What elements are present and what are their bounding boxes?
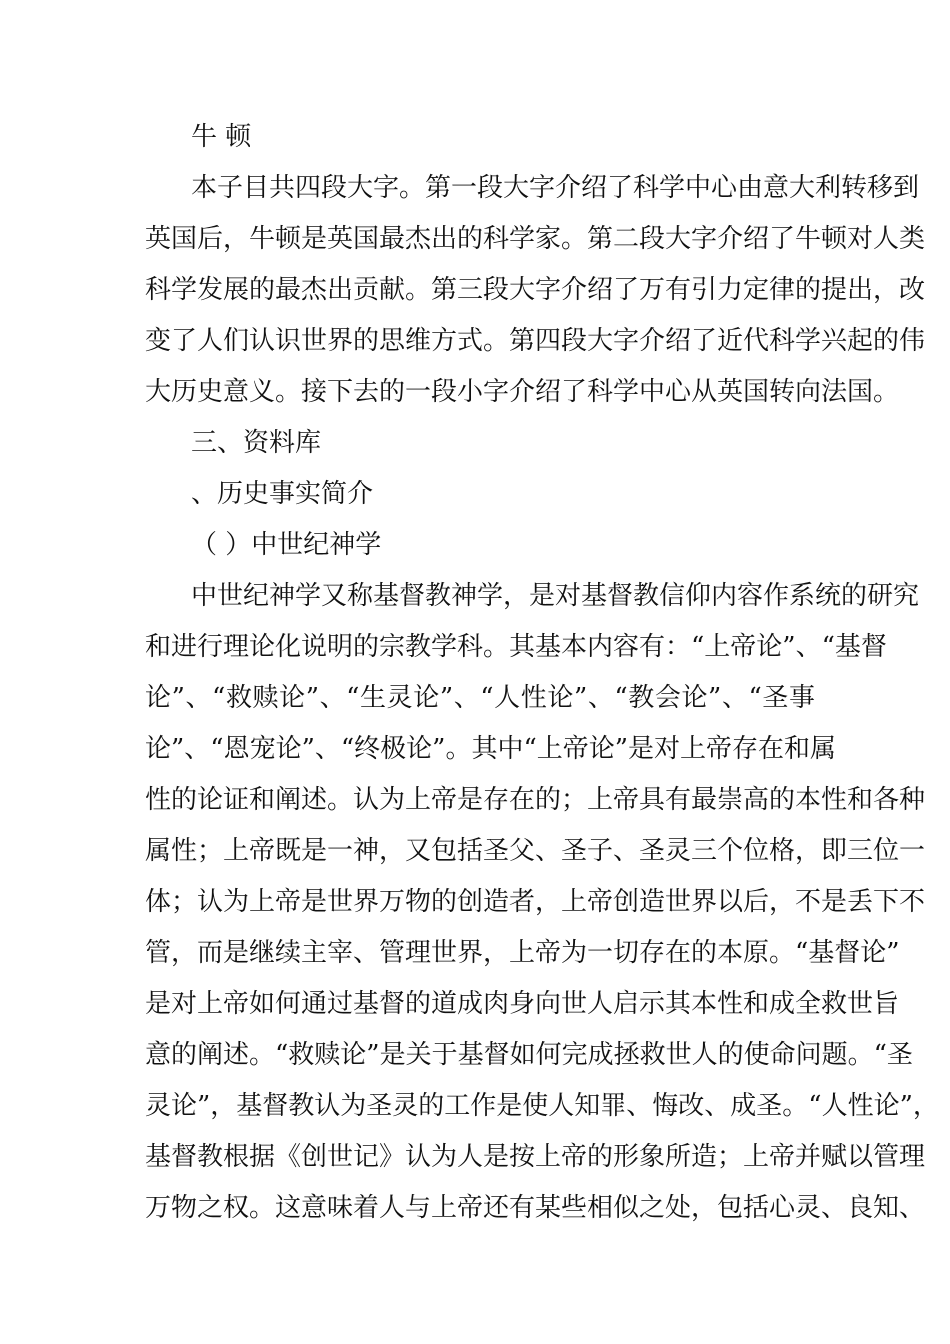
text-line: 牛 顿 (191, 122, 252, 152)
text-line: 、历史事实简介 (191, 479, 374, 509)
text-line: 和进行理论化说明的宗教学科。其基本内容有：“上帝论”、“基督 (145, 632, 887, 662)
text-line: 论”、“恩宠论”、“终极论”。其中“上帝论”是对上帝存在和属 (145, 734, 837, 764)
text-line: 体；认为上帝是世界万物的创造者，上帝创造世界以后，不是丢下不 (145, 887, 926, 917)
text-line: 基督教根据《创世记》认为人是按上帝的形象所造；上帝并赋以管理 (145, 1142, 926, 1172)
text-line: （ ）中世纪神学 (191, 530, 382, 560)
text-line: 灵论”，基督教认为圣灵的工作是使人知罪、悔改、成圣。“人性论”， (145, 1091, 939, 1121)
text-line: 三、资料库 (191, 428, 322, 458)
text-line: 意的阐述。“救赎论”是关于基督如何完成拯救世人的使命问题。“圣 (145, 1040, 913, 1070)
text-line: 变了人们认识世界的思维方式。第四段大字介绍了近代科学兴起的伟 (145, 326, 926, 356)
text-line: 管，而是继续主宰、管理世界，上帝为一切存在的本原。“基督论” (145, 938, 900, 968)
text-line: 英国后，牛顿是英国最杰出的科学家。第二段大字介绍了牛顿对人类 (145, 224, 926, 254)
text-line: 性的论证和阐述。认为上帝是存在的；上帝具有最崇高的本性和各种 (145, 785, 926, 815)
document-body (145, 112, 939, 1234)
text-line: 大历史意义。接下去的一段小字介绍了科学中心从英国转向法国。 (145, 377, 900, 407)
text-line: 万物之权。这意味着人与上帝还有某些相似之处，包括心灵、良知、 (145, 1193, 926, 1223)
text-line: 是对上帝如何通过基督的道成肉身向世人启示其本性和成全救世旨 (145, 989, 900, 1019)
text-line: 本子目共四段大字。第一段大字介绍了科学中心由意大利转移到 (191, 173, 920, 203)
text-line: 中世纪神学又称基督教神学，是对基督教信仰内容作系统的研究 (191, 581, 920, 611)
text-line: 论”、“救赎论”、“生灵论”、“人性论”、“教会论”、“圣事 (145, 683, 815, 713)
text-line: 属性；上帝既是一神，又包括圣父、圣子、圣灵三个位格，即三位一 (145, 836, 926, 866)
text-line: 科学发展的最杰出贡献。第三段大字介绍了万有引力定律的提出，改 (145, 275, 926, 305)
